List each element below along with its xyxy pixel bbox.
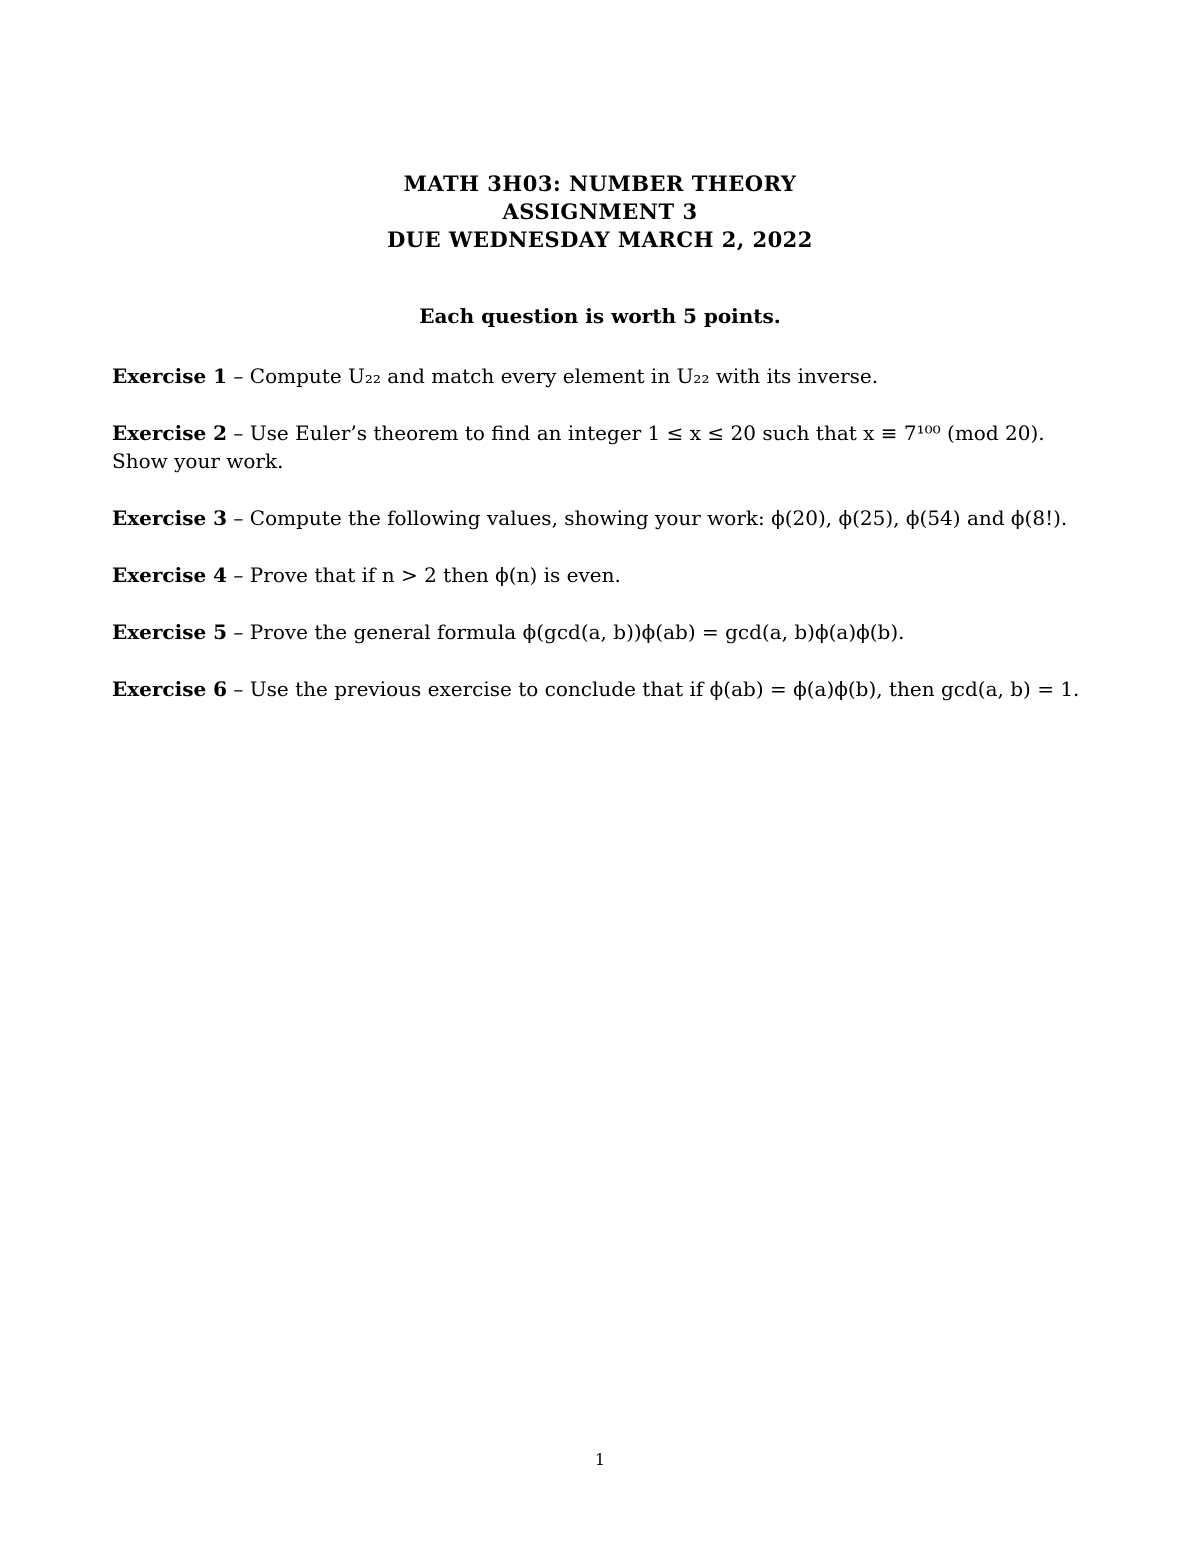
- exercise-label: Exercise 2: [112, 421, 228, 445]
- exercise-label: Exercise 5: [112, 620, 228, 644]
- exercise-separator: –: [227, 620, 250, 644]
- exercise-5: [112, 618, 1092, 646]
- exercise-list: [112, 362, 1092, 732]
- exercise-text: Use Euler’s theorem to find an integer 1 ≤ x ≤ 20 such that x ≡ 7¹⁰⁰ (mod 20). Show your work.: [112, 421, 1045, 473]
- exercise-label: Exercise 1: [112, 364, 228, 388]
- course-title: MATH 3H03: NUMBER THEORY: [403, 171, 797, 196]
- exercise-4: [112, 561, 1092, 589]
- points-note: Each question is worth 5 points.: [419, 304, 781, 328]
- exercise-text: Prove that if n > 2 then ϕ(n) is even.: [249, 563, 621, 587]
- exercise-label: Exercise 4: [112, 563, 228, 587]
- due-date: DUE WEDNESDAY MARCH 2, 2022: [387, 227, 813, 252]
- exercise-label: Exercise 3: [112, 506, 228, 530]
- exercise-separator: –: [227, 677, 250, 701]
- exercise-label: Exercise 6: [112, 677, 228, 701]
- exercise-separator: –: [227, 563, 250, 587]
- exercise-text: Compute the following values, showing your work: ϕ(20), ϕ(25), ϕ(54) and ϕ(8!).: [249, 506, 1068, 530]
- exercise-separator: –: [227, 421, 250, 445]
- exercise-text: Prove the general formula ϕ(gcd(a, b))ϕ(ab) = gcd(a, b)ϕ(a)ϕ(b).: [249, 620, 905, 644]
- exercise-text: Use the previous exercise to conclude that if ϕ(ab) = ϕ(a)ϕ(b), then gcd(a, b) = 1.: [249, 677, 1080, 701]
- exercise-text: Compute U₂₂ and match every element in U₂₂ with its inverse.: [249, 364, 879, 388]
- exercise-separator: –: [227, 364, 250, 388]
- document-title: [0, 170, 1200, 254]
- exercise-separator: –: [227, 506, 250, 530]
- page-number: 1: [594, 1450, 606, 1469]
- exercise-1: [112, 362, 1092, 390]
- assignment-title: ASSIGNMENT 3: [502, 199, 698, 224]
- exercise-3: [112, 504, 1092, 532]
- exercise-2: [112, 419, 1092, 475]
- exercise-6: [112, 675, 1092, 703]
